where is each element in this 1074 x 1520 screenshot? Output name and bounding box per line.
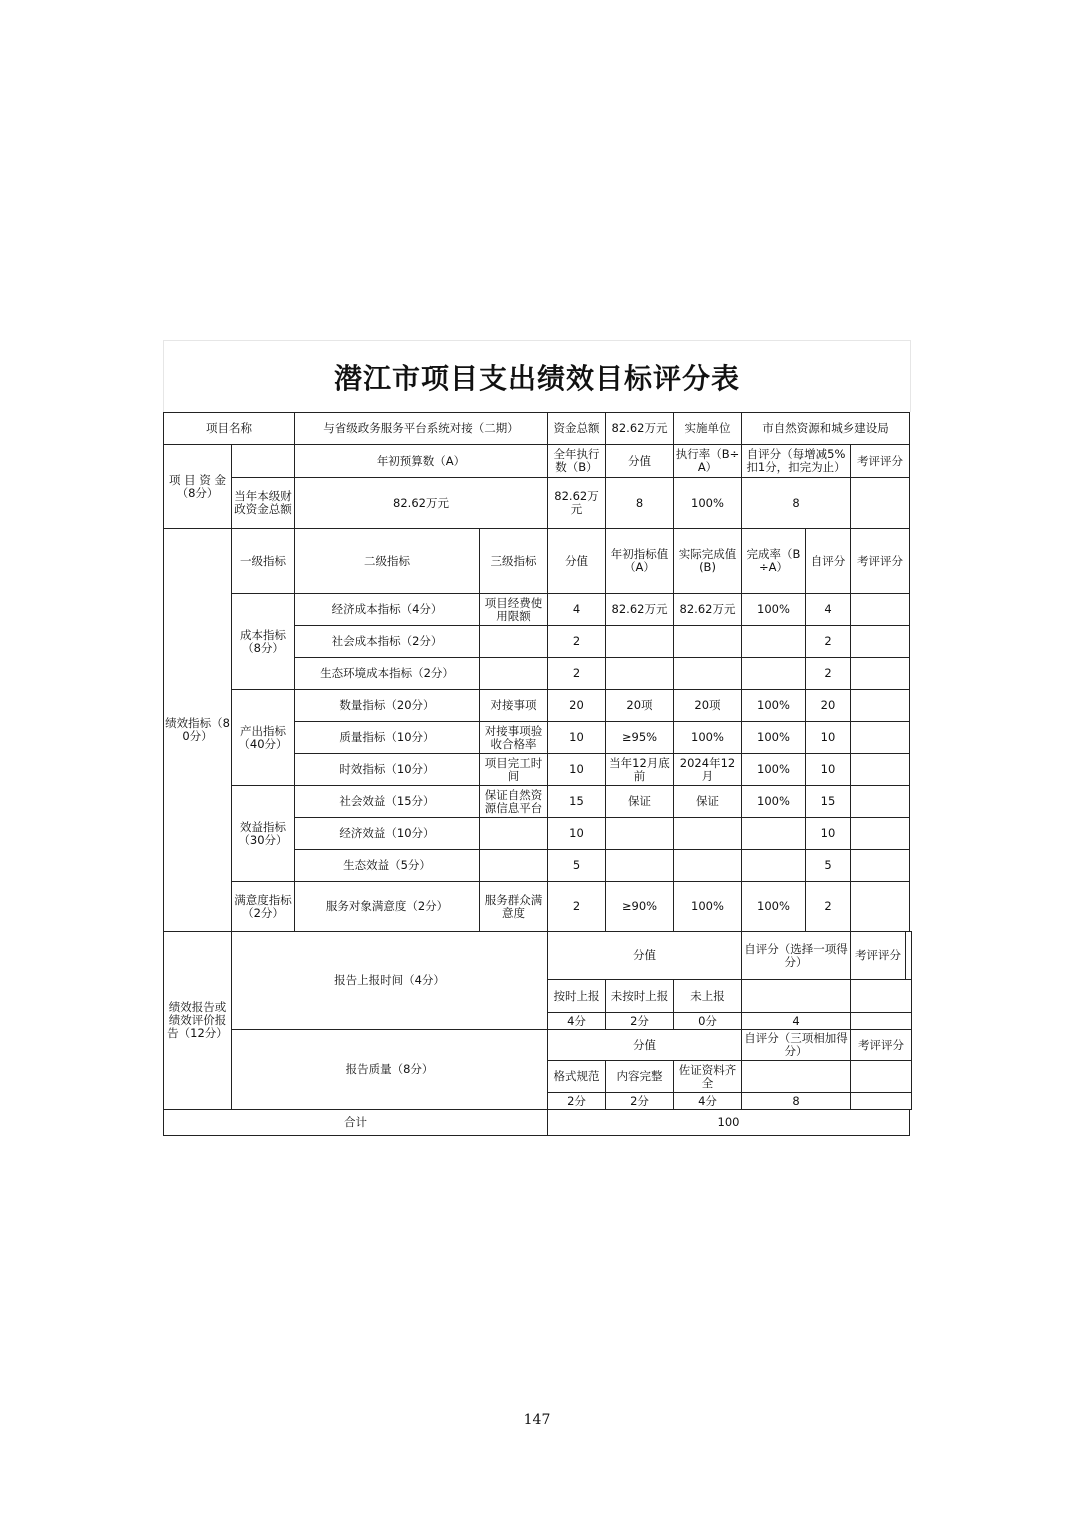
completion-rate-header: 完成率（B÷A）: [742, 529, 806, 594]
report-quality-self-score: 8: [742, 1093, 851, 1110]
level1-cell: 满意度指标（2分）: [232, 882, 295, 932]
self-score-cell: 15: [806, 786, 851, 818]
review-cell: [851, 818, 910, 850]
indicator-row: [164, 690, 912, 722]
level2-cell: 生态环境成本指标（2分）: [295, 658, 480, 690]
report-quality-self-header: 自评分（三项相加得分）: [742, 1030, 851, 1061]
level3-cell: 保证自然资源信息平台: [480, 786, 548, 818]
review-cell: [851, 626, 910, 658]
funds-review-value: [851, 478, 910, 529]
self-score-cell: 10: [806, 722, 851, 754]
score-cell: 15: [548, 786, 606, 818]
total-label: 合计: [164, 1110, 548, 1136]
report-quality-label: 报告质量（8分）: [232, 1030, 548, 1110]
level3-cell: [480, 818, 548, 850]
actual-cell: [674, 658, 742, 690]
score-cell: 20: [548, 690, 606, 722]
target-cell: 82.62万元: [606, 594, 674, 626]
self-score-cell: 10: [806, 818, 851, 850]
late-option: 未按时上报: [606, 980, 674, 1013]
funds-score-header: 分值: [606, 445, 674, 478]
actual-cell: 100%: [674, 882, 742, 932]
review-cell: [851, 690, 910, 722]
score-cell: 10: [548, 722, 606, 754]
level1-header: 一级指标: [232, 529, 295, 594]
review-cell: [851, 882, 910, 932]
indicators-section-label: 绩效指标（80分）: [164, 529, 232, 932]
self-score-cell: 10: [806, 754, 851, 786]
self-score-cell: 20: [806, 690, 851, 722]
funds-score-value: 8: [606, 478, 674, 529]
indicator-row: [164, 594, 912, 626]
funds-row-label: 当年本级财政资金总额: [232, 478, 295, 529]
self-score-cell: 5: [806, 850, 851, 882]
indicator-review-header: 考评评分: [851, 529, 910, 594]
target-cell: ≥95%: [606, 722, 674, 754]
actual-cell: 20项: [674, 690, 742, 722]
on-time-option: 按时上报: [548, 980, 606, 1013]
indicator-self-score-header: 自评分: [806, 529, 851, 594]
level2-header: 二级指标: [295, 529, 480, 594]
on-time-points: 4分: [548, 1013, 606, 1030]
report-time-header-row: [164, 932, 912, 980]
target-cell: 保证: [606, 786, 674, 818]
level2-cell: 时效指标（10分）: [295, 754, 480, 786]
evidence-option: 佐证资料齐全: [674, 1061, 742, 1093]
page-number: 147: [523, 1412, 551, 1428]
budget-value: 82.62万元: [295, 478, 548, 529]
score-cell: 10: [548, 818, 606, 850]
not-reported-points: 0分: [674, 1013, 742, 1030]
project-name-label: 项目名称: [164, 413, 295, 445]
evidence-points: 4分: [674, 1093, 742, 1110]
fund-total-label: 资金总额: [548, 413, 606, 445]
report-quality-review-header: 考评评分: [851, 1030, 912, 1061]
level3-cell: 服务群众满意度: [480, 882, 548, 932]
level2-cell: 质量指标（10分）: [295, 722, 480, 754]
indicator-score-header: 分值: [548, 529, 606, 594]
rate-cell: [742, 658, 806, 690]
actual-cell: 保证: [674, 786, 742, 818]
review-cell: [851, 786, 910, 818]
level3-header: 三级指标: [480, 529, 548, 594]
level1-cell: 成本指标（8分）: [232, 594, 295, 690]
self-score-cell: 4: [806, 594, 851, 626]
project-info-row: [164, 413, 912, 445]
target-cell: [606, 626, 674, 658]
funds-header-row: [164, 445, 912, 478]
budget-header: 年初预算数（A）: [295, 445, 548, 478]
indicator-row: [164, 882, 912, 932]
rate-cell: 100%: [742, 882, 806, 932]
report-time-label: 报告上报时间（4分）: [232, 932, 548, 1030]
executed-value: 82.62万元: [548, 478, 606, 529]
page-title: 潜江市项目支出绩效目标评分表: [333, 361, 740, 395]
review-cell: [851, 722, 910, 754]
score-cell: 4: [548, 594, 606, 626]
score-cell: 10: [548, 754, 606, 786]
report-quality-self-blank: [742, 1061, 851, 1093]
level2-cell: 数量指标（20分）: [295, 690, 480, 722]
review-cell: [851, 850, 910, 882]
report-quality-review-score: [851, 1093, 912, 1110]
level3-cell: 对接事项验收合格率: [480, 722, 548, 754]
review-cell: [851, 754, 910, 786]
report-section-label: 绩效报告或绩效评价报告（12分）: [164, 932, 232, 1110]
indicators-header-row: [164, 529, 912, 594]
funds-self-score-header: 自评分（每增减5%扣1分，扣完为止）: [742, 445, 851, 478]
actual-cell: [674, 818, 742, 850]
rate-cell: [742, 818, 806, 850]
fund-total-value: 82.62万元: [606, 413, 674, 445]
content-option: 内容完整: [606, 1061, 674, 1093]
execution-rate-value: 100%: [674, 478, 742, 529]
actual-cell: 100%: [674, 722, 742, 754]
not-reported-option: 未上报: [674, 980, 742, 1013]
score-cell: 5: [548, 850, 606, 882]
target-cell: [606, 658, 674, 690]
project-name-value: 与省级政务服务平台系统对接（二期）: [295, 413, 548, 445]
level2-cell: 生态效益（5分）: [295, 850, 480, 882]
level3-cell: 对接事项: [480, 690, 548, 722]
report-time-self-score: 4: [742, 1013, 851, 1030]
rate-cell: [742, 850, 806, 882]
actual-cell: 2024年12月: [674, 754, 742, 786]
implementing-unit-label: 实施单位: [674, 413, 742, 445]
level1-cell: 效益指标（30分）: [232, 786, 295, 882]
implementing-unit-value: 市自然资源和城乡建设局: [742, 413, 910, 445]
score-cell: 2: [548, 658, 606, 690]
level3-cell: 项目经费使用限额: [480, 594, 548, 626]
indicator-row: [164, 786, 912, 818]
report-time-review-value: [851, 980, 912, 1013]
report-time-review-blank: [906, 932, 912, 980]
title-box: [163, 340, 911, 412]
target-cell: [606, 850, 674, 882]
funds-self-score-value: 8: [742, 478, 851, 529]
rate-cell: [742, 626, 806, 658]
report-quality-review-value: [851, 1061, 912, 1093]
report-time-review-header: 考评评分: [851, 932, 906, 980]
score-cell: 2: [548, 626, 606, 658]
level2-cell: 服务对象满意度（2分）: [295, 882, 480, 932]
actual-cell: 82.62万元: [674, 594, 742, 626]
score-table: [163, 412, 912, 1136]
target-cell: [606, 818, 674, 850]
format-option: 格式规范: [548, 1061, 606, 1093]
funds-review-header: 考评评分: [851, 445, 910, 478]
report-time-self-header: 自评分（选择一项得分）: [742, 932, 851, 980]
target-cell: ≥90%: [606, 882, 674, 932]
level2-cell: 经济成本指标（4分）: [295, 594, 480, 626]
target-cell: 20项: [606, 690, 674, 722]
level1-cell: 产出指标（40分）: [232, 690, 295, 786]
target-header: 年初指标值（A）: [606, 529, 674, 594]
funds-section-label: 项 目 资 金（8分）: [164, 445, 232, 529]
level3-cell: [480, 626, 548, 658]
self-score-cell: 2: [806, 658, 851, 690]
self-score-cell: 2: [806, 626, 851, 658]
actual-cell: [674, 626, 742, 658]
report-quality-header-row: [164, 1030, 912, 1061]
level3-cell: [480, 658, 548, 690]
report-quality-score-header: 分值: [548, 1030, 742, 1061]
rate-cell: 100%: [742, 754, 806, 786]
level2-cell: 社会成本指标（2分）: [295, 626, 480, 658]
rate-cell: 100%: [742, 594, 806, 626]
report-time-review-score: [851, 1013, 912, 1030]
review-cell: [851, 658, 910, 690]
level2-cell: 经济效益（10分）: [295, 818, 480, 850]
execution-rate-header: 执行率（B÷A）: [674, 445, 742, 478]
rate-cell: 100%: [742, 786, 806, 818]
report-time-score-header: 分值: [548, 932, 742, 980]
level3-cell: [480, 850, 548, 882]
score-cell: 2: [548, 882, 606, 932]
format-points: 2分: [548, 1093, 606, 1110]
self-score-cell: 2: [806, 882, 851, 932]
actual-header: 实际完成值(B): [674, 529, 742, 594]
actual-cell: [674, 850, 742, 882]
funds-data-row: [164, 478, 912, 529]
content-points: 2分: [606, 1093, 674, 1110]
executed-header: 全年执行数（B）: [548, 445, 606, 478]
review-cell: [851, 594, 910, 626]
rate-cell: 100%: [742, 690, 806, 722]
report-time-self-blank: [742, 980, 851, 1013]
total-value: 100: [548, 1110, 910, 1136]
target-cell: 当年12月底前: [606, 754, 674, 786]
late-points: 2分: [606, 1013, 674, 1030]
rate-cell: 100%: [742, 722, 806, 754]
level3-cell: 项目完工时间: [480, 754, 548, 786]
funds-blank-header: [232, 445, 295, 478]
total-row: [164, 1110, 912, 1136]
level2-cell: 社会效益（15分）: [295, 786, 480, 818]
